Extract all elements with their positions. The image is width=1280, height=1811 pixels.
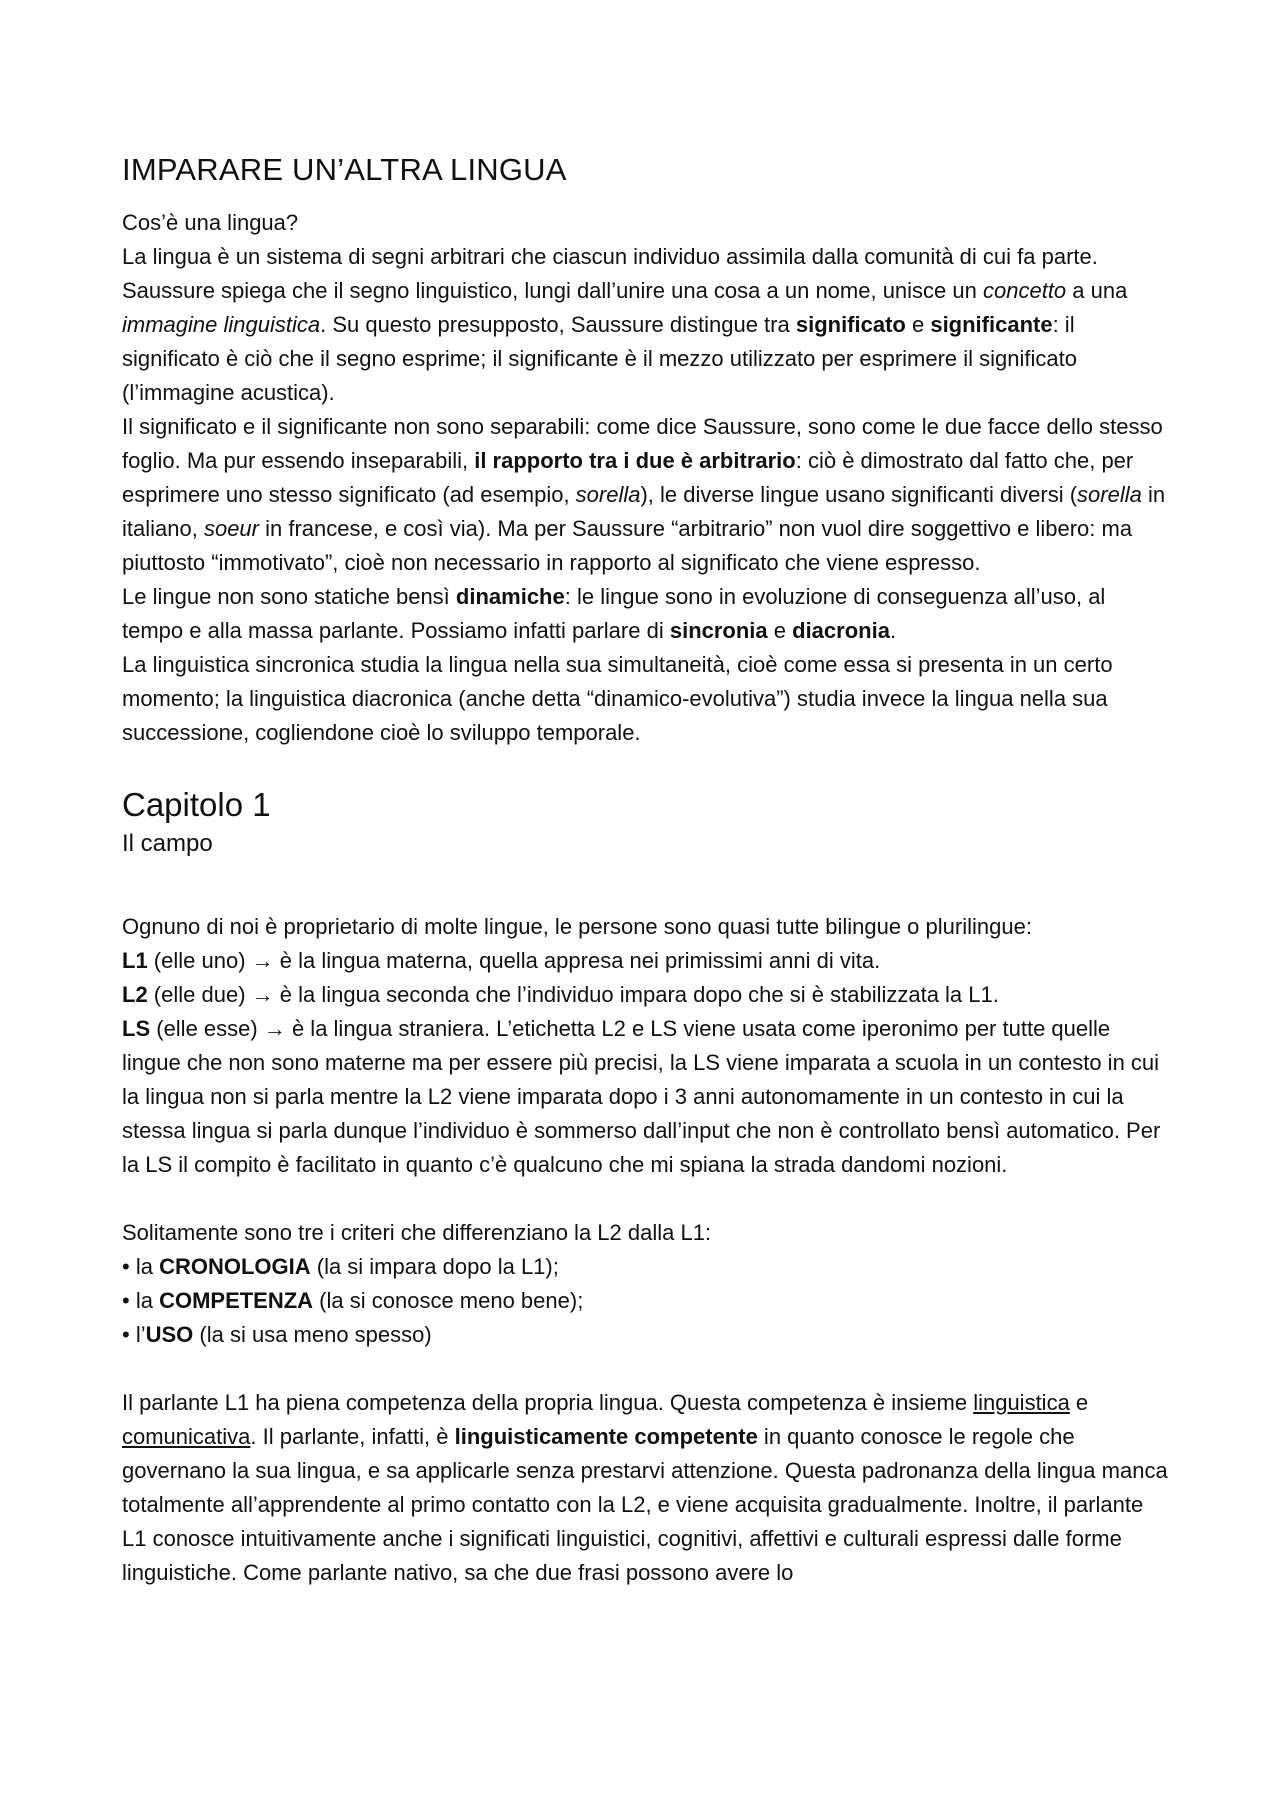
chapter-title: Capitolo 1	[122, 786, 271, 823]
chapter-paragraph-1: Ognuno di noi è proprietario di molte lingue, le persone sono quasi tutte bilingue o plurilingue:	[122, 914, 1032, 939]
definition-l2: L2 (elle due) → è la lingua seconda che l’individuo impara dopo che si è stabilizzata la L1.	[122, 982, 999, 1007]
arrow-icon: →	[251, 982, 274, 1007]
definition-ls: LS (elle esse) → è la lingua straniera. L’etichetta L2 e LS viene usata come iperonimo per tutte quelle lingue che non sono materne ma per essere più precisi, la LS viene imparata a scuola in un contesto in cui la lingua non si parla mentre la L2 viene imparata dopo i 3 anni autonomamente in un contesto in cui la stessa lingua si parla dunque l’individuo è sommerso dall’input che non è controllato bensì automatico. Per la LS il compito è facilitato in quanto c’è qualcuno che mi spiana la strada dandomi nozioni.	[122, 1016, 1161, 1177]
intro-paragraph-1: La lingua è un sistema di segni arbitrari che ciascun individuo assimila dalla comunità di cui fa parte. Saussure spiega che il segno linguistico, lungi dall’unire una cosa a un nome, unisce un concetto a una immagine linguistica. Su questo presupposto, Saussure distingue tra significato e significante: il significato è ciò che il segno esprime; il significante è il mezzo utilizzato per esprimere il significato (l’immagine acustica).	[122, 244, 1128, 405]
term-linguistica: linguistica	[973, 1390, 1070, 1415]
term-linguisticamente-competente: linguisticamente competente	[454, 1424, 758, 1449]
term-comunicativa: comunicativa	[122, 1424, 251, 1449]
term-immagine-linguistica: immagine linguistica	[122, 312, 321, 337]
chapter-paragraph-last: Il parlante L1 ha piena competenza della propria lingua. Questa competenza è insieme linguistica e comunicativa. Il parlante, infatti, è linguisticamente competente in quanto conosce le regole che governano la sua lingua, e sa applicarle senza prestarvi attenzione. Questa padronanza della lingua manca totalmente all’apprendente al primo contatto con la L2, e viene acquisita gradualmente. Inoltre, il parlante L1 conosce intuitivamente anche i significati linguistici, cognitivi, affettivi e culturali espressi dalle forme linguistiche. Come parlante nativo, sa che due frasi possono avere lo	[122, 1390, 1168, 1585]
term-significante: significante	[930, 312, 1053, 337]
term-diacronia: diacronia	[792, 618, 890, 643]
bullet-icon: •	[122, 1254, 130, 1279]
term-sorella-italiano: sorella	[1077, 482, 1142, 507]
term-sorella: sorella	[575, 482, 641, 507]
intro-paragraph-4: La linguistica sincronica studia la lingua nella sua simultaneità, cioè come essa si presenta in un certo momento; la linguistica diacronica (anche detta “dinamico-evolutiva”) studia invece la lingua nella sua successione, cogliendone cioè lo sviluppo temporale.	[122, 652, 1113, 745]
list-item: • la CRONOLOGIA (la si impara dopo la L1);	[122, 1254, 559, 1279]
list-item: • l’USO (la si usa meno spesso)	[122, 1322, 432, 1347]
arrow-icon: →	[251, 948, 274, 973]
chapter-subtitle: Il campo	[122, 830, 213, 857]
criteria-list	[122, 1250, 1172, 1352]
bullet-icon: •	[122, 1288, 130, 1313]
intro-paragraph-3: Le lingue non sono statiche bensì dinamiche: le lingue sono in evoluzione di conseguenza all’uso, al tempo e alla massa parlante. Possiamo infatti parlare di sincronia e diacronia.	[122, 584, 1106, 643]
list-item: • la COMPETENZA (la si conosce meno bene);	[122, 1288, 584, 1313]
term-rapporto-arbitrario: il rapporto tra i due è arbitrario	[474, 448, 796, 473]
document-title: IMPARARE UN’ALTRA LINGUA	[122, 152, 567, 187]
intro-question: Cos’è una lingua?	[122, 210, 299, 235]
document-body	[122, 150, 1172, 1590]
term-concetto: concetto	[983, 278, 1067, 303]
term-sincronia: sincronia	[669, 618, 768, 643]
arrow-icon: →	[263, 1016, 286, 1041]
criteria-intro: Solitamente sono tre i criteri che differenziano la L2 dalla L1:	[122, 1220, 712, 1245]
bullet-icon: •	[122, 1322, 130, 1347]
definition-l1: L1 (elle uno) → è la lingua materna, quella appresa nei primissimi anni di vita.	[122, 948, 881, 973]
term-soeur: soeur	[203, 516, 259, 541]
term-significato: significato	[795, 312, 906, 337]
term-dinamiche: dinamiche	[455, 584, 565, 609]
intro-paragraph-2: Il significato e il significante non sono separabili: come dice Saussure, sono come le due facce dello stesso foglio. Ma pur essendo inseparabili, il rapporto tra i due è arbitrario: ciò è dimostrato dal fatto che, per esprimere uno stesso significato (ad esempio, sorella), le diverse lingue usano significanti diversi (sorella in italiano, soeur in francese, e così via). Ma per Saussure “arbitrario” non vuol dire soggettivo e libero: ma piuttosto “immotivato”, cioè non necessario in rapporto al significato che viene espresso.	[122, 414, 1166, 575]
